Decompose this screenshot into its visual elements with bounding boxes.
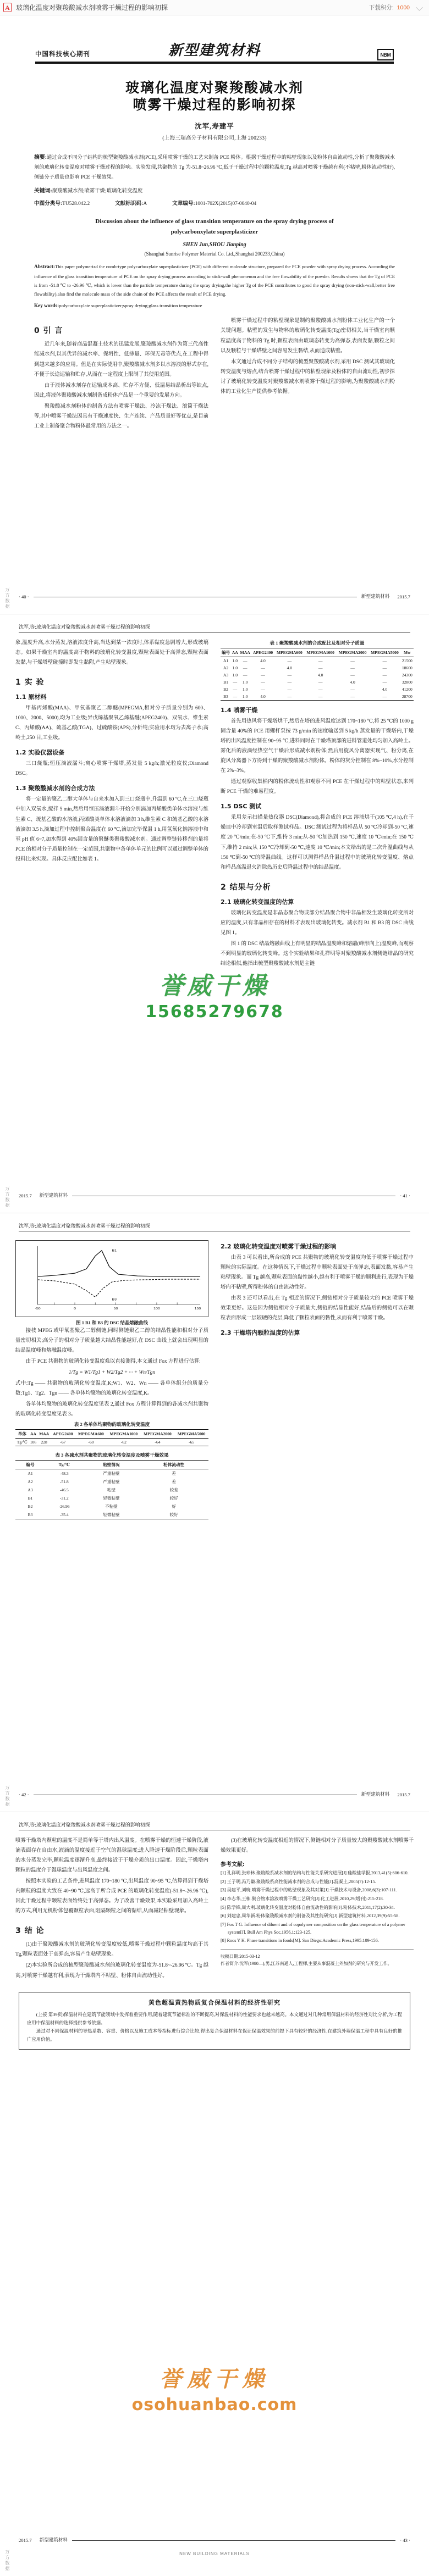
- subsection-1-1: 1.1 原材料: [15, 693, 47, 701]
- th: MPEGMA2000: [337, 648, 369, 657]
- subsection-2-3: 2.3 干燥塔内颗粒温度的估算: [221, 1329, 300, 1337]
- reference-list: [221, 1869, 414, 1945]
- td: —: [261, 665, 265, 670]
- title-en: [51, 216, 378, 237]
- table-2-caption: 表 2 各单体均聚物的玻璃化转变温度: [74, 1422, 150, 1428]
- paragraph: 由于 PCE 共聚物的玻璃化转变温度难以直接测得,本文通过 Fox 方程进行估算:: [25, 1359, 201, 1365]
- author-bio: 作者简介:沈军(1980—),男,江苏南通人,工程师,主要从事混凝土外加剂的研究与开发工作。: [221, 1961, 392, 1967]
- watermark-green-text: 誉威干燥: [160, 972, 270, 1000]
- td: B1: [223, 680, 228, 685]
- td: —: [231, 693, 239, 701]
- footer-rule: [72, 2540, 395, 2541]
- svg-text:100: 100: [153, 1307, 160, 1311]
- th: Mw: [401, 648, 414, 657]
- paragraph: 由表 3 还可以看出,在 Tg 相近的情况下,侧链相对分子质量较大的 PCE 喷雾干燥效果更好。这是因为侧链相对分子质量大,侧链的结晶性能好,结晶后的侧链可以在颗粒表面形成一层较硬的壳层,降低了颗粒表面的黏性,从而有利于喷雾干燥。: [221, 1296, 414, 1322]
- paragraph: 式中:Tg —— 共聚物的玻璃化转变温度,K;W1、W2、Wn —— 各单体组分的质量分数;Tg1、Tg2、Tgn —— 各单体均聚物的玻璃化转变温度,K。: [15, 1381, 208, 1397]
- td: 1.0: [232, 658, 238, 663]
- th: MPEGMA5000: [369, 648, 400, 657]
- footer-journal: 新型建筑材料: [361, 1791, 390, 1797]
- classification-row: [34, 199, 395, 207]
- chevron-down-icon[interactable]: [416, 4, 424, 11]
- td: B2: [28, 1504, 33, 1509]
- table-row: [15, 1502, 208, 1511]
- td: —: [304, 693, 336, 701]
- td: -60: [75, 1439, 107, 1446]
- td: 不粘壁: [105, 1504, 118, 1509]
- td: —: [287, 687, 292, 692]
- th: MPEGMA1000: [107, 1430, 141, 1439]
- article-id-label: 文章编号:: [172, 200, 195, 207]
- download-credit-value: 1000: [397, 4, 410, 11]
- authors-en: SHEN Jun,SHOU Jianping: [183, 242, 246, 248]
- td: 轻微粘壁: [103, 1496, 120, 1501]
- td: 粘壁: [107, 1487, 116, 1493]
- figure-1-caption: 图 1 B1 和 B3 的 DSC 结晶熔融曲线: [76, 1320, 148, 1325]
- th: APEG2400: [51, 1430, 75, 1439]
- table-row: [15, 1511, 208, 1519]
- abstract-en: [34, 263, 395, 298]
- watermark-orange: [0, 2362, 429, 2414]
- td: —: [233, 687, 238, 692]
- th: MPEGMA600: [274, 648, 304, 657]
- paragraph: 喷雾干燥过程中的粘壁现象是制约聚羧酸减水剂粉体工业化生产的一个关键问题。粘壁的发生与物料的玻璃化转变温度(Tg)密切相关,当干燥室内颗粒温度高于物料的 Tg 时,颗粒表面由玻璃态转变为高弹态,表面发黏,颗粒之间以及颗粒与干燥塔壁之间容易发生黏结,从而造成粘壁。: [221, 318, 395, 354]
- watermark-green: [0, 966, 429, 1021]
- td: 21500: [402, 658, 413, 663]
- td: -26.96: [58, 1504, 70, 1509]
- td: —: [318, 687, 323, 692]
- th: Tg/℃: [45, 1461, 83, 1469]
- pdf-page-3: [0, 1213, 429, 1812]
- table-header-row: [15, 1430, 208, 1439]
- footer-journal: 新型建筑材料: [361, 593, 390, 599]
- keywords-cn: [34, 186, 395, 194]
- td: -62: [107, 1439, 141, 1446]
- download-credit-label: 下载积分:: [369, 4, 394, 11]
- column-left: [34, 316, 208, 432]
- table-row: [15, 1439, 208, 1446]
- td: 差: [172, 1479, 176, 1485]
- watermark-green-phone: 15685279678: [145, 1002, 284, 1021]
- td: —: [318, 680, 323, 685]
- doccode-value: A: [143, 201, 147, 207]
- reference-item: [8] Roos Y H. Phase transitions in foods[M]. San Diego:Academic Press,1995:109-156.: [221, 1938, 379, 1944]
- reference-item: [2] 王子明,冯乃谦.聚羧酸系高性能减水剂的合成与性能[J].混凝土,2005(7):12-15.: [221, 1879, 376, 1884]
- td: -35.4: [45, 1511, 83, 1519]
- author-note-block: [221, 1950, 414, 1968]
- td: 24300: [402, 673, 413, 678]
- column-right: [221, 638, 414, 970]
- journal-masthead: [19, 30, 410, 65]
- td: —: [382, 673, 387, 678]
- reference-item: [6] 刘建忠,周华新.粉体聚羧酸减水剂的制备及其性能研究[J].新型建筑材料,2012,39(9):55-58.: [221, 1913, 400, 1919]
- paragraph: 图 1 的 DSC 结晶熔融曲线上有明显的结晶温度峰和熔融(峰形向上)温度峰,而观察不到明显的玻璃化转变峰。这个实验结果和孔祥明等对聚羧酸减水剂侧链结晶的研究结论相似,他指出梳型聚羧酸减水剂是主链: [221, 941, 414, 967]
- subsection-1-2: 1.2 实验仪器设备: [15, 749, 65, 757]
- td: —: [233, 680, 238, 685]
- td: —: [274, 693, 304, 701]
- wanfang-mark: 万方数据: [5, 1785, 10, 1807]
- continued-article-title: 黄色超温黄热物质复合保温材料的经济性研究: [148, 1999, 280, 2006]
- body-columns-p4: [15, 1836, 414, 1982]
- subsection-2-1: 2.1 玻璃化转变温度的估算: [221, 898, 294, 906]
- article-id-value: 1001-702X(2015)07-0040-04: [195, 201, 257, 207]
- table-row: [221, 657, 414, 665]
- td: 28700: [401, 693, 414, 701]
- td: -48.3: [59, 1471, 69, 1476]
- table-row: [221, 664, 414, 671]
- td: 4.0: [251, 693, 275, 701]
- td: 严重粘壁: [103, 1471, 120, 1476]
- td: A2: [28, 1479, 33, 1485]
- th: 编号: [15, 1461, 45, 1469]
- td: —: [261, 673, 265, 678]
- title-line-2: 喷雾干燥过程的影响初探: [133, 97, 296, 113]
- pdf-viewer-toolbar: [0, 0, 429, 15]
- abstract-label: 摘要:: [34, 154, 47, 160]
- td: —: [243, 673, 248, 678]
- th: MPEGMA2000: [141, 1430, 175, 1439]
- td: —: [287, 680, 292, 685]
- affiliation-cn: (上海三瑞高分子材料有限公司,上海 200233): [162, 136, 267, 141]
- td: A1: [28, 1471, 33, 1476]
- table-row: [221, 679, 414, 686]
- pdf-file-icon: A: [3, 3, 12, 12]
- abstract-cn-text: 通过合成不同分子结构的梳型聚羧酸减水剂(PCE),采用喷雾干燥的工艺来制备 PCE 粉体。根据干燥过程中的粘壁现象以及粉体自由流动性,分析了聚羧酸减水剂的玻璃化转变温度对喷雾干燥过程的影响。实验发现,共聚物的 Tg 为-51.8~26.96 ℃,低于干燥过程中的颗粒温度,Tg 越高对喷雾干燥越有利(不粘壁,粉体流动性好),侧链分子质量也影响 PCE 干燥效果。: [34, 154, 395, 180]
- footer-date: 2015.7: [397, 594, 410, 599]
- continued-article-p1: (上接 第39页)保温材料在建筑节能领域中发挥着重要作用,随着建筑节能标准的不断提高,对保温材料的性能要求也越来越高。本文通过对几种常用保温材料的经济性对比分析,为工程应用中保温材料的选择提供参考依据。: [27, 2012, 402, 2025]
- td: B1: [28, 1496, 33, 1501]
- running-head-2: [19, 623, 410, 632]
- page-title: [57, 79, 372, 113]
- paragraph: 聚羧酸减水剂粉体的制备方法有喷雾干燥法、冷冻干燥法、滚筒干燥法等,其中喷雾干燥法因具有干燥速度快、生产连续、产品质量好等优点,是目前工业上制备聚合物粉体最常用的方法之一。: [34, 403, 208, 429]
- td: 轻微粘壁: [83, 1511, 139, 1519]
- footer-date: 2015.7: [19, 2538, 32, 2543]
- td: 1.0: [242, 687, 248, 692]
- td: 228: [37, 1439, 51, 1446]
- column-right: [221, 316, 395, 432]
- running-head-text: 沈军,等:玻璃化温度对聚羧酸减水剂喷雾干燥过程的影响初探: [19, 1223, 150, 1229]
- td: —: [382, 665, 387, 670]
- subsection-1-5: 1.5 DSC 测试: [221, 803, 262, 810]
- paragraph: 由于液体减水剂存在运输成本高、贮存不方便、低温易结晶析出等缺点,因此,将液体聚羧酸减水剂制备成粉体产品是一个重要的发展方向。: [34, 382, 208, 398]
- pdf-page-2: [0, 614, 429, 1213]
- td: -64: [141, 1439, 175, 1446]
- journal-badge: NBM: [377, 49, 394, 60]
- section-heading-2: 2 结果与分析: [221, 882, 271, 892]
- masthead-divider: [35, 62, 394, 64]
- page-number: · 42 ·: [19, 1792, 29, 1797]
- watermark-orange-text: 誉威干燥: [160, 2366, 270, 2392]
- th: MPEGMA1000: [304, 648, 336, 657]
- pdf-page-4: [0, 1812, 429, 2576]
- abstract-en-label: Abstract:: [34, 264, 56, 270]
- td: -51.8: [59, 1479, 69, 1485]
- subsection-1-4: 1.4 喷雾干燥: [221, 707, 258, 714]
- dsc-chart-svg: [16, 1241, 208, 1317]
- td: -67: [51, 1439, 75, 1446]
- page-footer-4: [19, 2536, 410, 2543]
- td: —: [350, 665, 355, 670]
- td: 1.0: [232, 665, 238, 670]
- th: 粉体流动性: [139, 1461, 208, 1469]
- reference-item: [5] 陈学锋,周大利.玻璃化转变温度对粉体自由流动性的影响[J].粉体技术,2011,17(2):30-34.: [221, 1905, 395, 1910]
- references-title: 参考文献:: [221, 1862, 245, 1868]
- watermark-orange-site: osohuanbao.com: [131, 2395, 298, 2414]
- running-head-text: 沈军,等:玻璃化温度对聚羧酸减水剂喷雾干燥过程的影响初探: [19, 624, 150, 630]
- td: -65: [174, 1439, 208, 1446]
- td: —: [350, 658, 355, 663]
- td: —: [350, 673, 355, 678]
- td: —: [369, 693, 400, 701]
- paragraph: 由表 3 可以看出,所合成的 PCE 共聚物的玻璃化转变温度均低于喷雾干燥过程中颗粒的实际温度。在这种情况下,干燥过程中颗粒表面处于高弹态,表面发黏,容易产生粘壁现象。而 Tg 越高,颗粒表面的黏性越小,越有利于喷雾干燥的顺利进行,表现为干燥塔内不粘壁,所得粉体的自由流动性好。: [221, 1255, 414, 1291]
- toolbar-right-group: [369, 3, 424, 12]
- th: APEG2400: [251, 648, 275, 657]
- td: 1.0: [232, 673, 238, 678]
- running-head-3: [19, 1222, 410, 1231]
- td: —: [318, 665, 323, 670]
- td: Tg/℃: [15, 1439, 29, 1446]
- td: 4.0: [382, 687, 388, 692]
- authors-cn: 沈军,寿建平: [195, 123, 234, 130]
- svg-text:B3: B3: [112, 1297, 117, 1302]
- paragraph: 各单体均聚物的玻璃化转变温度见表 2,通过 Fox 方程计算得到的各减水剂共聚物的玻璃化转变温度见表 3。: [15, 1402, 208, 1418]
- title-line-1: 玻璃化温度对聚羧酸减水剂: [125, 80, 304, 96]
- reference-item: [4] 李志华,王栋.聚合物水溶液喷雾干燥工艺研究[J].化工进展,2010,29(增刊):215-218.: [221, 1896, 384, 1901]
- td: -46.5: [59, 1487, 69, 1493]
- footer-journal: 新型建筑材料: [39, 2537, 68, 2542]
- clc-label: 中图分类号:: [34, 200, 63, 207]
- td: 106: [29, 1439, 38, 1446]
- wanfang-mark: 万方数据: [5, 1186, 10, 1208]
- td: —: [287, 673, 292, 678]
- table-3-caption: 表 3 各减水剂共聚物的玻璃化转变温度及喷雾干燥效果: [55, 1452, 169, 1458]
- table-3: [15, 1452, 208, 1519]
- column-right: [221, 1836, 414, 1982]
- td: —: [318, 658, 323, 663]
- paragraph: 近几年来,随着商品混凝土技术的迅猛发展,聚羧酸减水剂作为第三代高性能减水剂,以其优异的减水率、保坍性、低掺量、环保无毒等优点,在工程中得到越来越多的应用。但是在实际使用中,聚羧酸减水剂多以水溶液的形式存在,不便于长途运输和贮存,从而在一定程度上限制了其使用范围。: [34, 342, 208, 377]
- td: 好: [172, 1504, 176, 1509]
- conclusion-2: (2)本实验所合成的梳型聚羧酸减水剂的玻璃化转变温度为-51.8~-26.96 ℃。Tg 越高,对喷雾干燥越有利,表现为干燥塔内不粘壁、粉体自由流动性好。: [15, 1963, 208, 1979]
- section-heading-1: 1 实 验: [15, 678, 45, 687]
- subsection-1-3: 1.3 聚羧酸减水剂的合成方法: [15, 785, 95, 792]
- td: A1: [223, 658, 229, 663]
- page-number: · 41 ·: [400, 1193, 410, 1198]
- td: B3: [15, 1511, 45, 1519]
- abstract-en-text: This paper polymerizd the comb-type polycarboxylate superplasticizer (PCE) with different molecule structure, prepared the PCE powder with spray drying process. According the influence of the glass transition temperature of PCE on the spray drying process according to stick-wall phenomenon and the free flowability of the powder. Results shows that the Tg of PCE is from -51.8 ℃ to -26.96 ℃, which is lower than the particle temperature during the spray drying,the higher Tg of the PCE contributes to good the spray drying (non-stick-wall,better free flowability),also find the molecule mass of the side chain of the PCE affects the result of PCE drying.: [34, 264, 395, 297]
- td: 4.0: [260, 658, 266, 663]
- td: 1.0: [242, 680, 248, 685]
- footer-brand: NEW BUILDING MATERIALS: [179, 2551, 250, 2556]
- td: B3: [221, 693, 231, 701]
- paragraph: 按照本实验的工艺条件,进风温度 170~180 ℃,出风温度 90~95 ℃,估算得到干燥塔内颗粒的温度大致在 40~90 ℃,远高于所合成 PCE 的玻璃化转变温度(-51.8~-26.96 ℃),因此干燥过程中颗粒表面始终处于高弹态。为了改善干燥效果,本实验采用加入高岭土的方式,利用无机粉体包覆颗粒表面,阻隔颗粒之间的黏结,从而减轻粘壁现象。: [15, 1879, 208, 1914]
- keywords-label: 关键词:: [34, 187, 52, 194]
- table-row: [15, 1469, 208, 1478]
- body-columns-p3: [15, 1237, 414, 1519]
- paragraph: 玻璃化转变温度是非晶态聚合物或部分结晶聚合物中非晶相发生玻璃化转变所对应的温度,只有非晶相存在的材料才表现出玻璃化转变。减水剂 B1 和 B3 的 DSC 曲线见图 1。: [221, 910, 414, 936]
- footer-journal: 新型建筑材料: [39, 1192, 68, 1198]
- th: MPEGMA600: [75, 1430, 107, 1439]
- affiliation-en: (Shanghai Sunrise Polymer Material Co. Ltd.,Shanghai 200233,China): [144, 251, 285, 257]
- keywords-en-text: polycarboxylate superplasticizer;spray drying;glass transition temperature: [59, 303, 202, 309]
- table-row: [221, 693, 414, 701]
- td: —: [382, 680, 387, 685]
- th: 单体: [15, 1430, 29, 1439]
- reference-item: [7] Fox T G. Influence of diluent and of copolymer composition on the glass temperature of a polymer system[J]. Bull Am Phys Soc,1956,1:123-125.: [221, 1922, 405, 1935]
- td: A2: [223, 665, 229, 670]
- td: 1.0: [239, 693, 251, 701]
- paragraph: 首先用热风将干燥塔烘干,然后在塔的进风温度达到 170~180 ℃,将 25 ℃的 1000 g 固含量 40%的 PCE 用螺杆泵按 73 g/min 的速度输送到 5 kg/h 蒸发量的干燥塔内,干燥塔的出风温度控制在 90~95 ℃,进料同时在干燥塔顶部的进料管道处均匀加入高岭土。雾化后的液滴经热空气干燥后形成减水剂粉体;然后用旋风分离器实现气、粉分离,在旋风分离器下方得到干燥的聚羧酸减水剂粉体。粉体的灰分控制在 8%~10%,水分控制在 2%~3%。: [221, 719, 414, 774]
- td: —: [350, 687, 355, 692]
- footer-date: 2015.7: [19, 1193, 32, 1198]
- reference-item: [1] 孔祥明,张珍林.聚羧酸系减水剂的结构与性能关系研究进展[J].硅酸盐学报,2013,41(5):606-610.: [221, 1870, 409, 1876]
- running-head-4: [19, 1821, 410, 1830]
- journal-logo: 新型建筑材料: [168, 42, 261, 59]
- pdf-page-1: [0, 15, 429, 614]
- th: MPEGMA5000: [174, 1430, 208, 1439]
- body-columns-p2: [15, 638, 414, 970]
- column-left: [15, 638, 208, 970]
- td: —: [243, 658, 248, 663]
- conclusion-3: (3)在玻璃化转变温度相近的情况下,侧链相对分子质量较大的聚羧酸减水剂喷雾干燥效果更好。: [221, 1838, 414, 1854]
- paragraph: 本文通过合成不同分子结构的梳型聚羧酸减水剂,采用 DSC 测试其玻璃化转变温度与熔点,结合喷雾干燥过程中的粘壁现象及粉体的自由流动性,初步探讨了玻璃化转变温度对聚羧酸减水剂喷雾干燥过程的影响,为聚羧酸减水剂粉体的工业化生产提供参考依据。: [221, 359, 395, 395]
- td: 较好: [139, 1511, 208, 1519]
- td: 较差: [169, 1487, 178, 1493]
- page-number: · 40 ·: [19, 594, 29, 599]
- paragraph: 通过观察收集桶内的粉体流动性和观察不同 PCE 在干燥过程中的粘壁状态,来判断 PCE 干燥的难易程度。: [221, 779, 414, 795]
- td: 较好: [169, 1496, 178, 1501]
- th: MAA: [37, 1430, 51, 1439]
- clc-value: TU528.042.2: [62, 201, 90, 207]
- keywords-en: [34, 303, 395, 308]
- td: 差: [172, 1471, 176, 1476]
- th: AA: [29, 1430, 38, 1439]
- doccode-label: 文献标识码:: [115, 200, 144, 207]
- paragraph: 采用差示扫描量热仪器 DSC(Diamond),将合成的 PCE 溶液烘干(105 ℃,4 h),在干燥皿中冷却到室温后取样测试样品。DSC 测试过程为将样品从 50 ℃冷却到-50 ℃,速度 20 ℃/min;在-50 ℃下,维持 3 min;从-50 ℃加热到 150 ℃,速度 10 ℃/min;在 150 ℃下,维持 2 min;从 150 ℃冷却到-50 ℃,速度 10 ℃/min;本文给出的是二次升温曲线与从 150 ℃到-50 ℃的降温曲线。这样可以测得样品升温过程中的玻璃化转变温度、熔点和样品高温退火消除热历史后降温过程中的结晶温度。: [221, 815, 414, 870]
- footer-date: 2015.7: [397, 1792, 410, 1797]
- paragraph: 接枝 MPEG 或甲氧基聚乙二醇侧链,同时侧链聚乙二醇的结晶性能和相对分子质量密切相关;高分子的相对分子质量越大结晶性能越好,在 DSC 曲线上就会出现明显的结晶温度峰和熔融温度峰。: [15, 1328, 208, 1354]
- wanfang-mark: 万方数据: [5, 587, 10, 609]
- td: -31.2: [59, 1496, 69, 1501]
- table-1-caption: 表 1 聚羧酸减水剂的合成配比及相对分子质量: [270, 640, 365, 646]
- page-footer-1: [19, 593, 410, 599]
- td: —: [287, 658, 292, 663]
- title-en-line-1: Discussion about the influence of glass transition temperature on the spray drying process of: [95, 218, 334, 225]
- running-head-text: 沈军,等:玻璃化温度对聚羧酸减水剂喷雾干燥过程的影响初探: [19, 1822, 150, 1828]
- paragraph: 将一定量的聚乙二醇大单体与自来水加入到三口烧瓶中,升温到 60 ℃,在三口烧瓶中加入双氧水,搅拌 5 min,然后用恒压滴液漏斗开始分别滴加丙烯酸类单体水溶液与维生素 C、巯基乙酸的水溶液,丙烯酸类单体水溶液滴加 3 h,维生素 C 和巯基乙酸的水溶液滴加 3.5 h,滴加过程中控制聚合温度在 60 ℃,滴加完毕保温 1 h,用氢氧化钠溶液中和至 pH 值 6~7,加水得到 40%固含量的聚醚类聚羧酸减水剂。通过调整链转移剂的量将 PCE 的相对分子质量控制在一定范围,共聚物中各单体单元的比例可以通过调整单体的投料比来实现。具体反应配比如表 1。: [15, 797, 208, 862]
- wanfang-mark: 万方数据: [5, 2550, 10, 2572]
- svg-text:150: 150: [194, 1307, 201, 1311]
- paragraph: 喷雾干燥塔内颗粒的温度不是简单等于塔内出风温度。在喷雾干燥的恒速干燥阶段,液滴表面存在自由水,液滴的温度接近于空气的湿球温度;进入降速干燥阶段后,颗粒表面的水分蒸发完毕,颗粒温度逐渐升高,最终接近于干燥介质的出口温度。因此,干燥塔内颗粒的温度介于湿球温度与出风温度之间。: [15, 1838, 208, 1874]
- table-header-row: [15, 1461, 208, 1469]
- td: 41200: [402, 687, 413, 692]
- section-heading-3: 3 结 论: [15, 1927, 45, 1936]
- column-left: [15, 1237, 208, 1519]
- td: —: [382, 658, 387, 663]
- journal-core-label: 中国科技核心期刊: [35, 50, 90, 58]
- table-row: [221, 671, 414, 679]
- paragraph: 甲基丙烯酸(MAA)、甲氧基聚乙二醇醚(MPEGMA,相对分子质量分别为 600、1000、2000、5000),均为工业级;异戊烯基聚氧乙烯基醚(APEG2400)、双氧水、维生素 C、丙烯酸(AA)、巯基乙酸(TGA)、过硫酸铵(APS),分析纯;实验用水均为去离子水;高岭土,250 目,工业级。: [15, 706, 208, 741]
- th: 粘壁情况: [83, 1461, 139, 1469]
- body-columns-p1: [34, 316, 395, 432]
- td: 严重粘壁: [103, 1479, 120, 1485]
- continued-article-box: [19, 1992, 410, 2050]
- td: 4.0: [287, 665, 293, 670]
- td: 4.0: [317, 673, 323, 678]
- table-row: [15, 1478, 208, 1486]
- svg-text:0: 0: [74, 1307, 76, 1311]
- paragraph: 象,温度升高,水分蒸发,溶液浓度升高,当达到某一浓度时,体系黏度急剧增大,形成玻璃态。如果干燥室内的温度高于物料的玻璃化转变温度,颗粒表面处于高弹态,颗粒表面发黏,与干燥塔壁碰撞时即发生黏附,产生粘壁现象。: [15, 640, 208, 666]
- abstract-cn: [34, 152, 395, 182]
- column-right: [221, 1237, 414, 1519]
- keywords-en-label: Key words:: [34, 303, 59, 309]
- td: B2: [223, 687, 228, 692]
- td: 32800: [402, 680, 413, 685]
- section-heading-0: 0 引 言: [34, 326, 63, 336]
- page-footer-2: [19, 1192, 410, 1198]
- td: A3: [223, 673, 229, 678]
- title-en-line-2: polycarbonxylate superplasticizer: [170, 228, 258, 235]
- th: MAA: [239, 648, 251, 657]
- th: AA: [231, 648, 239, 657]
- td: —: [337, 693, 369, 701]
- th: 编号: [221, 648, 231, 657]
- td: A3: [28, 1487, 33, 1493]
- td: —: [261, 680, 265, 685]
- column-left: [15, 1836, 208, 1982]
- table-row: [15, 1494, 208, 1502]
- page-footer-3: [19, 1791, 410, 1797]
- dsc-chart: [15, 1240, 208, 1317]
- td: —: [243, 665, 248, 670]
- reference-item: [3] 吴建平,刘晓.喷雾干燥过程中的粘壁现象及其对策[J].干燥技术与设备,2008,6(3):107-111.: [221, 1887, 397, 1893]
- formula-fox: 1/Tg = W1/Tg1 + W2/Tg2 + ··· + Wn/Tgn: [68, 1370, 156, 1376]
- td: 4.0: [350, 680, 355, 685]
- received-date: 收稿日期:2015-03-12: [221, 1953, 260, 1959]
- page-number: · 43 ·: [400, 2538, 410, 2543]
- continued-article-p2: 通过对不同保温材料的导热系数、容重、价格以及施工成本等指标进行综合比较,得出复合保温材料在保证保温效果的前提下具有较好的经济性,在建筑外墙保温工程中具有良好的推广应用价值。: [27, 2028, 402, 2042]
- figure-1: [15, 1240, 208, 1326]
- table-row: [221, 686, 414, 693]
- td: —: [261, 687, 265, 692]
- svg-text:50: 50: [113, 1307, 118, 1311]
- table-header-row: [221, 648, 414, 657]
- table-2: [15, 1421, 208, 1446]
- keywords-cn-text: 聚羧酸减水剂;喷雾干燥;玻璃化转变温度: [52, 188, 143, 194]
- paragraph: 三口烧瓶;恒压滴液漏斗;离心喷雾干燥塔,蒸发量 5 kg/h;激光粒度仪;Diamond DSC。: [15, 761, 208, 777]
- document-title: 玻璃化温度对聚羧酸减水剂喷雾干燥过程的影响初探: [16, 4, 168, 12]
- subsection-2-2: 2.2 玻璃化转变温度对喷雾干燥过程的影响: [221, 1243, 337, 1250]
- table-1: [221, 640, 414, 701]
- table-row: [15, 1486, 208, 1494]
- conclusion-1: (1)由于聚羧酸减水剂的玻璃化转变温度较低,喷雾干燥过程中颗粒温度均高于其 Tg,颗粒表面处于高弹态,容易产生粘壁现象。: [15, 1942, 208, 1958]
- svg-text:B1: B1: [112, 1249, 117, 1253]
- svg-text:-50: -50: [35, 1307, 41, 1311]
- td: 18600: [402, 665, 413, 670]
